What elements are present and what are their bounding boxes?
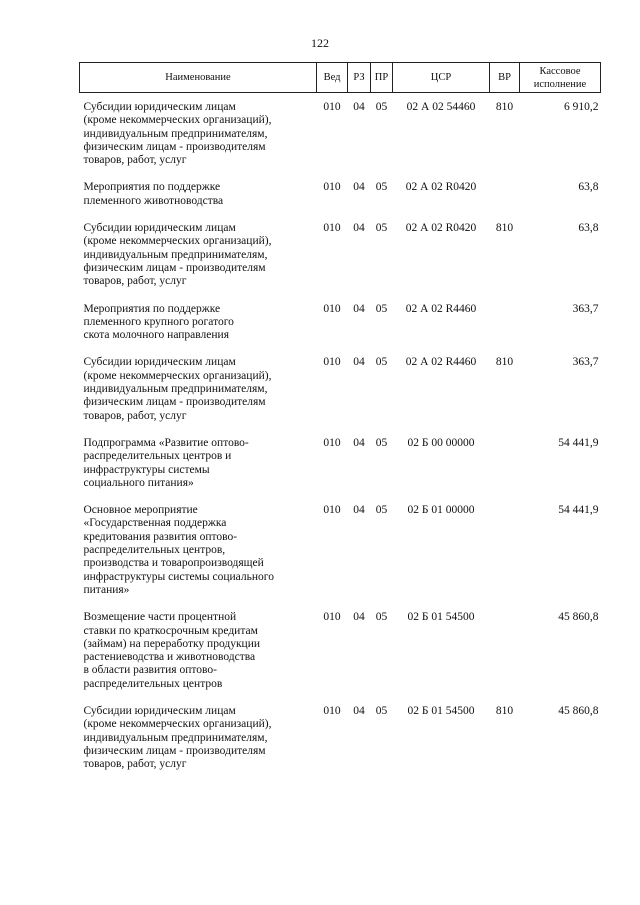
- row-ved: 010: [323, 504, 341, 517]
- header-amount-line2: исполнение: [533, 78, 587, 90]
- row-name-line: племенного крупного рогатого: [83, 315, 234, 328]
- header-rz: РЗ: [348, 63, 371, 93]
- row-name-line: племенного животноводства: [83, 194, 224, 207]
- header-amount: [520, 63, 601, 93]
- row-rz: 04: [353, 436, 365, 449]
- row-name-line: физическим лицам - производителям: [83, 261, 266, 274]
- table-row: [80, 697, 601, 777]
- row-name-line: товаров, работ, услуг: [83, 409, 187, 422]
- row-name-line: производства и товаропроизводящей: [83, 557, 264, 570]
- row-name-line: (кроме некоммерческих организаций),: [83, 718, 272, 731]
- row-name-line: индивидуальным предпринимателям,: [83, 127, 268, 140]
- row-csr: 02 А 02 R4460: [405, 302, 477, 315]
- row-amount: 363,7: [572, 302, 599, 315]
- page-number: 122: [311, 36, 329, 50]
- row-vr: 810: [495, 704, 514, 717]
- table-row: [80, 173, 601, 214]
- row-pr: 05: [375, 181, 388, 194]
- row-vr: 810: [495, 222, 514, 235]
- row-pr: 05: [375, 302, 388, 315]
- table-row: [80, 603, 601, 697]
- row-rz: 04: [353, 704, 365, 717]
- row-name-line: Субсидии юридическим лицам: [83, 101, 236, 113]
- row-rz: 04: [353, 101, 365, 113]
- row-amount: 63,8: [578, 181, 599, 194]
- row-name-line: ставки по краткосрочным кредитам: [83, 624, 258, 637]
- row-name-line: кредитования развития оптово-: [83, 530, 238, 543]
- row-name-line: физическим лицам - производителям: [83, 396, 266, 409]
- table-row: [80, 348, 601, 428]
- table-row: [80, 295, 601, 349]
- row-csr: 02 А 02 R4460: [405, 356, 477, 369]
- row-amount: 363,7: [572, 356, 599, 369]
- row-name: [80, 214, 317, 294]
- row-name-line: физическим лицам - производителям: [83, 140, 266, 153]
- row-name-line: в области развития оптово-: [83, 664, 217, 677]
- row-csr: 02 Б 00 00000: [407, 436, 475, 449]
- row-ved: 010: [323, 611, 341, 624]
- row-pr: 05: [375, 356, 388, 369]
- row-name-line: товаров, работ, услуг: [83, 758, 187, 771]
- row-amount: 45 860,8: [558, 611, 599, 624]
- row-pr: 05: [375, 436, 388, 449]
- row-name: [80, 603, 317, 697]
- row-name-line: распределительных центров,: [83, 544, 226, 557]
- row-name-line: Субсидии юридическим лицам: [83, 704, 236, 717]
- row-name-line: распределительных центров: [83, 677, 223, 690]
- table-row: [80, 429, 601, 496]
- row-amount: 63,8: [578, 222, 599, 235]
- row-name-line: товаров, работ, услуг: [83, 275, 187, 288]
- row-rz: 04: [353, 504, 365, 517]
- row-name: [80, 429, 317, 496]
- row-ved: 010: [323, 302, 341, 315]
- table-row: [80, 214, 601, 294]
- row-name-line: растениеводства и животноводства: [83, 651, 256, 664]
- row-name: [80, 348, 317, 428]
- row-name-line: Мероприятия по поддержке: [83, 302, 221, 315]
- row-name-line: индивидуальным предпринимателям,: [83, 383, 268, 396]
- row-pr: 05: [375, 504, 388, 517]
- header-ved: Вед: [317, 63, 348, 93]
- row-name-line: скота молочного направления: [83, 329, 229, 342]
- row-amount: 54 441,9: [558, 436, 599, 449]
- header-row: [80, 63, 601, 93]
- row-name-line: инфраструктуры системы: [83, 463, 210, 476]
- row-name-line: Субсидии юридическим лицам: [83, 222, 236, 235]
- row-pr: 05: [375, 611, 388, 624]
- row-name-line: (займам) на переработку продукции: [83, 637, 261, 650]
- row-name-line: социального питания»: [83, 476, 194, 489]
- row-vr: 810: [495, 101, 514, 113]
- row-rz: 04: [353, 181, 365, 194]
- row-pr: 05: [375, 222, 388, 235]
- row-ved: 010: [323, 436, 341, 449]
- row-name: [80, 496, 317, 603]
- row-pr: 05: [375, 704, 388, 717]
- table-row: [80, 93, 601, 174]
- row-vr: [490, 496, 520, 603]
- row-vr: 810: [495, 356, 514, 369]
- row-vr: [490, 173, 520, 214]
- row-ved: 010: [323, 704, 341, 717]
- row-name: [80, 295, 317, 349]
- header-name: Наименование: [80, 63, 317, 93]
- header-csr: ЦСР: [393, 63, 490, 93]
- row-name-line: Субсидии юридическим лицам: [83, 356, 236, 369]
- row-ved: 010: [323, 181, 341, 194]
- row-name-line: Мероприятия по поддержке: [83, 181, 221, 194]
- row-csr: 02 Б 01 00000: [407, 504, 475, 517]
- row-amount: 6 910,2: [564, 101, 599, 113]
- row-vr: [490, 295, 520, 349]
- row-name-line: индивидуальным предпринимателям,: [83, 731, 268, 744]
- row-csr: 02 Б 01 54500: [407, 704, 475, 717]
- row-csr: 02 Б 01 54500: [407, 611, 475, 624]
- row-ved: 010: [323, 101, 341, 113]
- row-csr: 02 А 02 54460: [406, 101, 476, 113]
- row-rz: 04: [353, 222, 365, 235]
- row-pr: 05: [375, 101, 388, 113]
- row-name-line: (кроме некоммерческих организаций),: [83, 369, 272, 382]
- row-ved: 010: [323, 356, 341, 369]
- row-name-line: индивидуальным предпринимателям,: [83, 248, 268, 261]
- row-name: [80, 697, 317, 777]
- budget-table: [79, 62, 601, 777]
- row-amount: 54 441,9: [558, 504, 599, 517]
- row-name-line: питания»: [83, 583, 130, 596]
- row-name-line: инфраструктуры системы социального: [83, 570, 274, 583]
- row-name-line: распределительных центров и: [83, 450, 232, 463]
- row-name-line: Основное мероприятие: [83, 504, 198, 517]
- row-name-line: товаров, работ, услуг: [83, 154, 187, 167]
- header-vr: ВР: [490, 63, 520, 93]
- row-amount: 45 860,8: [558, 704, 599, 717]
- row-name-line: (кроме некоммерческих организаций),: [83, 114, 272, 127]
- row-ved: 010: [323, 222, 341, 235]
- header-amount-line1: Кассовое: [539, 65, 581, 77]
- row-name-line: «Государственная поддержка: [83, 517, 227, 530]
- row-csr: 02 А 02 R0420: [405, 222, 477, 235]
- row-name: [80, 93, 317, 174]
- row-name-line: (кроме некоммерческих организаций),: [83, 235, 272, 248]
- row-rz: 04: [353, 611, 365, 624]
- row-vr: [490, 603, 520, 697]
- table-row: [80, 496, 601, 603]
- row-name-line: Подпрограмма «Развитие оптово-: [83, 436, 249, 449]
- row-csr: 02 А 02 R0420: [405, 181, 477, 194]
- row-rz: 04: [353, 302, 365, 315]
- table-body: [80, 93, 601, 778]
- row-rz: 04: [353, 356, 365, 369]
- row-name-line: Возмещение части процентной: [83, 611, 237, 624]
- row-name: [80, 173, 317, 214]
- row-vr: [490, 429, 520, 496]
- header-pr: ПР: [371, 63, 393, 93]
- row-name-line: физическим лицам - производителям: [83, 744, 266, 757]
